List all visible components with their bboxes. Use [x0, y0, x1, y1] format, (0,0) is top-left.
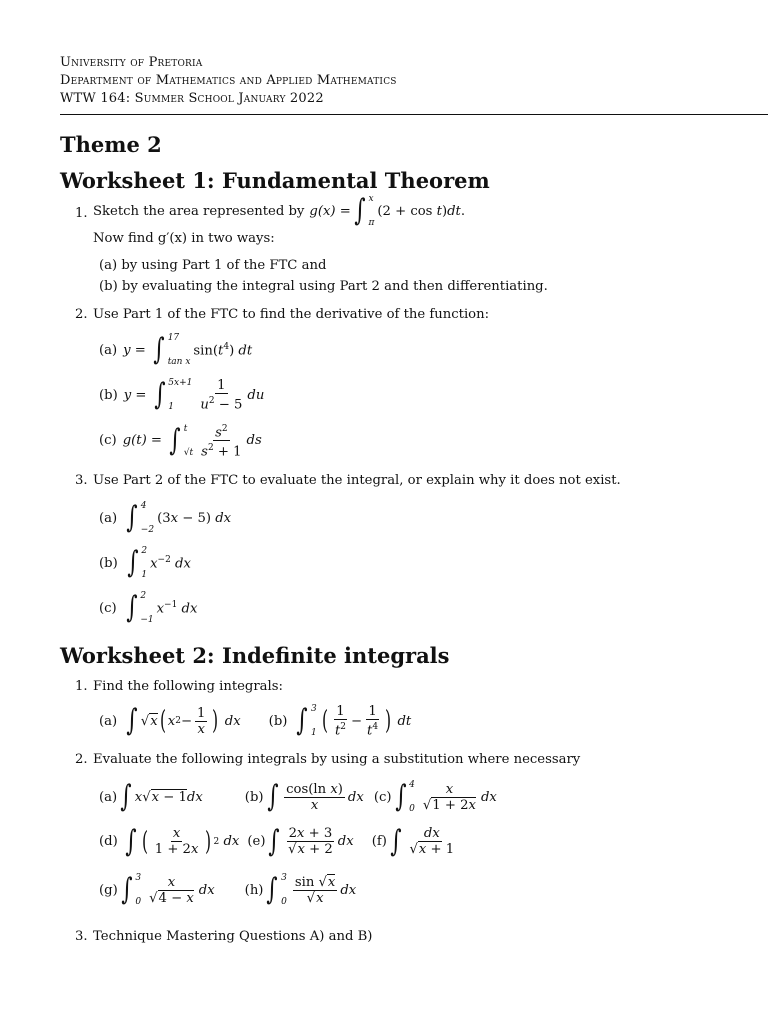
w1-q2-text: Use Part 1 of the FTC to find the derivative of the function:	[93, 307, 490, 322]
w2-q2-row3: (g) ∫ 3 0 $\frac{x}{√4 - x}$ dx (h) ∫ 3 0 $\frac{\sin √x}{√x}$ dx	[99, 872, 357, 907]
header-rule	[60, 114, 768, 115]
course-title: WTW 164: Summer School January 2022	[60, 91, 324, 106]
w2-q1-text: Find the following integrals:	[93, 679, 283, 694]
w2-q3-number: 3.	[75, 929, 88, 944]
worksheet-1-heading: Worksheet 1: Fundamental Theorem	[60, 168, 490, 193]
w1-q1-intro: Sketch the area represented by	[93, 203, 305, 219]
w2-q2-row2: (d) ∫ ( $\frac{x}{1 + 2x}$ ) 2 dx (e) ∫ $\frac{2x + 3}{√x + 2}$ dx (f) ∫ $\frac{dx}{√x + 1}$	[99, 823, 455, 859]
w2-q1-formulas: (a) ∫ √x ( x 2 − $\frac{1}{x}$ ) dx (b) ∫ 3 1 ( $\frac{1}{t^2}$ − $\frac{1}{t^4}$ ) dt	[99, 703, 412, 739]
w1-q2c-formula: (c) g(t) = ∫ t √t $\frac{s^2}{s^2 + 1}$ ds	[99, 422, 262, 460]
w1-q3-text: Use Part 2 of the FTC to evaluate the integral, or explain why it does not exist.	[93, 473, 621, 488]
department-name: Department of Mathematics and Applied Mathematics	[60, 73, 397, 88]
w1-q1-number: 1.	[75, 206, 88, 221]
w1-q3-number: 3.	[75, 473, 88, 488]
w1-q1-part-b: (b) by evaluating the integral using Part 2 and then differentiating.	[99, 279, 548, 294]
w1-q2b-formula: (b) y = ∫ 5x+1 1 $\frac{1}{u^2 - 5}$ du	[99, 377, 265, 413]
w1-q3b-formula: (b) ∫ 2 1 $x^{-2}$ dx	[99, 545, 191, 580]
w2-q3-text: Technique Mastering Questions A) and B)	[93, 929, 373, 944]
w1-q3c-formula: (c) ∫ 2 −1 $x^{-1}$ dx	[99, 590, 198, 625]
theme-heading: Theme 2	[60, 132, 162, 157]
w1-q3a-formula: (a) ∫ 4 −2 (3x − 5) dx	[99, 500, 232, 535]
w1-q2-number: 2.	[75, 307, 88, 322]
w1-q1-statement: Sketch the area represented by g(x) = ∫ x π (2 + cos t)dt.	[93, 193, 466, 228]
w1-q1-part-a: (a) by using Part 1 of the FTC and	[99, 258, 327, 273]
w1-q1-now-find: Now find g′(x) in two ways:	[93, 231, 275, 246]
w2-q1-number: 1.	[75, 679, 88, 694]
university-name: University of Pretoria	[60, 55, 203, 70]
w1-q2a-formula: (a) y = ∫ 17 tan x $\sin(t^4)$ dt	[99, 332, 253, 367]
worksheet-2-heading: Worksheet 2: Indefinite integrals	[60, 643, 450, 668]
document-header	[60, 54, 397, 108]
w2-q2-row1: (a) ∫ x√x − 1dx (b) ∫ $\frac{\text{cos(ln x)}}{x}$ dx (c) ∫ 4 0 $\frac{x}{√1 + 2x}$ dx	[99, 779, 497, 814]
w2-q2-number: 2.	[75, 752, 88, 767]
w2-q2-text: Evaluate the following integrals by using a substitution where necessary	[93, 752, 581, 767]
